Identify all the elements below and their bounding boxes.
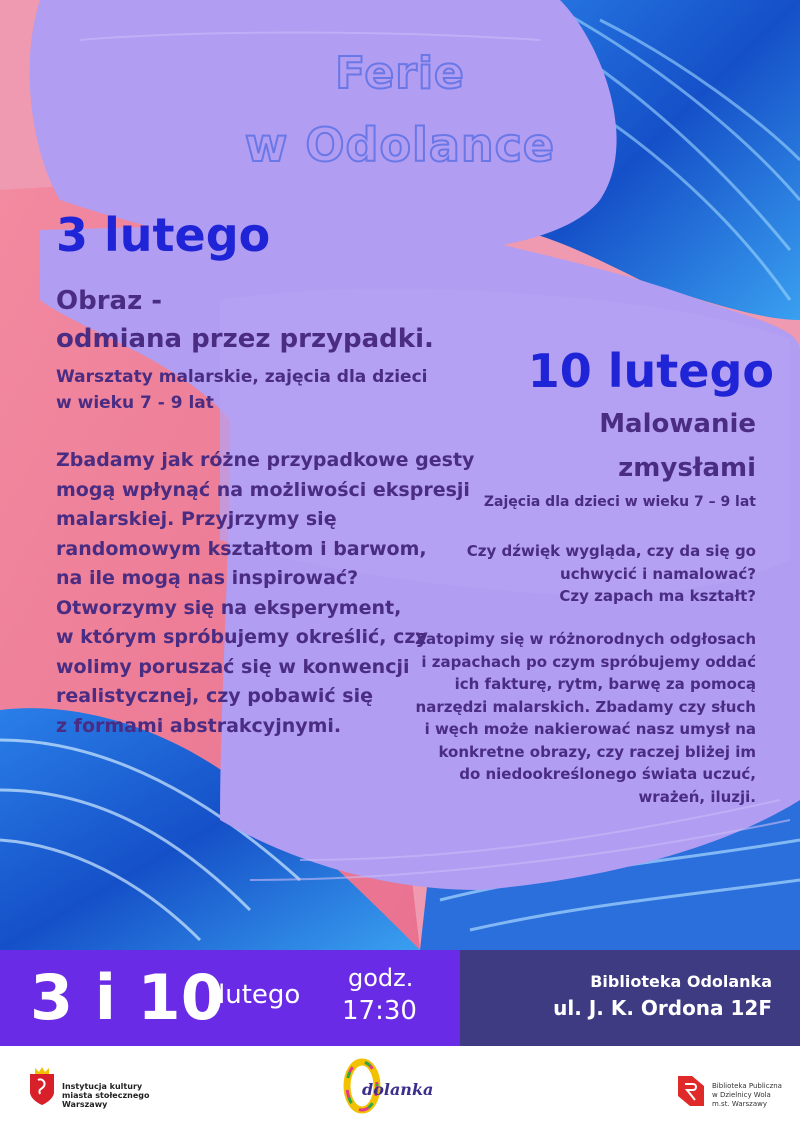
event2-question-line: Czy dźwięk wygląda, czy da się go [466, 542, 756, 560]
logos-strip [0, 1046, 800, 1131]
event2-description [415, 628, 756, 808]
warsaw-caption-line: Instytucja kultury [62, 1082, 143, 1091]
event2-title-line1: Malowanie [599, 409, 756, 439]
event1-desc-line: Otworzymy się na eksperyment, [56, 596, 402, 619]
event1-subtitle-line2: w wieku 7 - 9 lat [56, 393, 214, 413]
footer-venue: Biblioteka Odolanka [590, 972, 772, 991]
event1-title-line2: odmiana przez przypadki. [56, 324, 434, 354]
warsaw-caption-line: Warszawy [62, 1100, 108, 1109]
event2-questions [467, 540, 756, 608]
footer-address: ul. J. K. Ordona 12F [553, 996, 772, 1020]
warsaw-caption-line: miasta stołecznego [62, 1091, 150, 1100]
footer-dates: 3 i 10 [30, 961, 224, 1034]
event1-desc-line: randomowym kształtom i barwom, [56, 537, 427, 560]
event1-desc-line: mogą wpłynąć na możliwości ekspresji [56, 478, 470, 501]
footer-time-label: godz. [348, 964, 414, 992]
library-caption-line: Biblioteka Publiczna [712, 1082, 782, 1090]
event1-desc-line: malarskiej. Przyjrzymy się [56, 508, 337, 530]
event1-desc-line: realistycznej, czy pobawić się [56, 685, 374, 707]
warsaw-crest-icon [28, 1066, 56, 1106]
event2-desc-line: i węch może nakierować nasz umysł na [424, 720, 756, 738]
warsaw-caption [62, 1082, 149, 1109]
footer-month: lutego [218, 980, 301, 1010]
event2-subtitle: Zajęcia dla dzieci w wieku 7 – 9 lat [483, 494, 756, 510]
event2-desc-line: Zatopimy się w różnorodnych odgłosach [415, 630, 756, 648]
title-line-2: w Odolance [244, 118, 556, 172]
event1-desc-line: w którym spróbujemy określić, czy [56, 626, 428, 648]
footer-dates-band [0, 950, 460, 1046]
event2-title-line2: zmysłami [618, 453, 756, 483]
library-caption [712, 1082, 782, 1109]
footer-venue-band [460, 950, 800, 1046]
odolanka-wordmark: dolanka [362, 1080, 434, 1099]
event2-question-line: uchwycić i namalować? [560, 564, 756, 583]
footer-time: 17:30 [342, 996, 417, 1026]
event1-subtitle-line1: Warsztaty malarskie, zajęcia dla dzieci [56, 367, 428, 387]
event2-desc-line: narzędzi malarskich. Zbadamy czy słuch [415, 697, 756, 716]
event2-desc-line: do niedookreślonego świata uczuć, [459, 765, 756, 783]
event2-desc-line: konkretne obrazy, czy raczej bliżej im [438, 742, 756, 761]
event1-desc-line: na ile mogą nas inspirować? [56, 567, 359, 589]
event1-date: 3 lutego [56, 208, 271, 262]
event1-desc-line: Zbadamy jak różne przypadkowe gesty [56, 449, 475, 471]
event1-desc-line: z formami abstrakcyjnymi. [56, 714, 342, 737]
library-logo-icon [676, 1074, 706, 1108]
event1-description [56, 446, 474, 741]
event1-desc-line: wolimy poruszać się w konwencji [56, 655, 410, 678]
event2-date: 10 lutego [527, 344, 774, 398]
event1-title-line1: Obraz - [56, 286, 163, 316]
title-line-1: Ferie [335, 48, 465, 99]
event2-question-line: Czy zapach ma kształt? [559, 587, 756, 605]
event2-desc-line: wrażeń, iluzji. [638, 787, 756, 806]
library-caption-line: w Dzielnicy Wola [712, 1091, 771, 1099]
event2-desc-line: ich fakturę, rytm, barwę za pomocą [454, 675, 756, 693]
library-caption-line: m.st. Warszawy [712, 1100, 768, 1108]
event2-desc-line: i zapachach po czym spróbujemy oddać [421, 652, 756, 671]
